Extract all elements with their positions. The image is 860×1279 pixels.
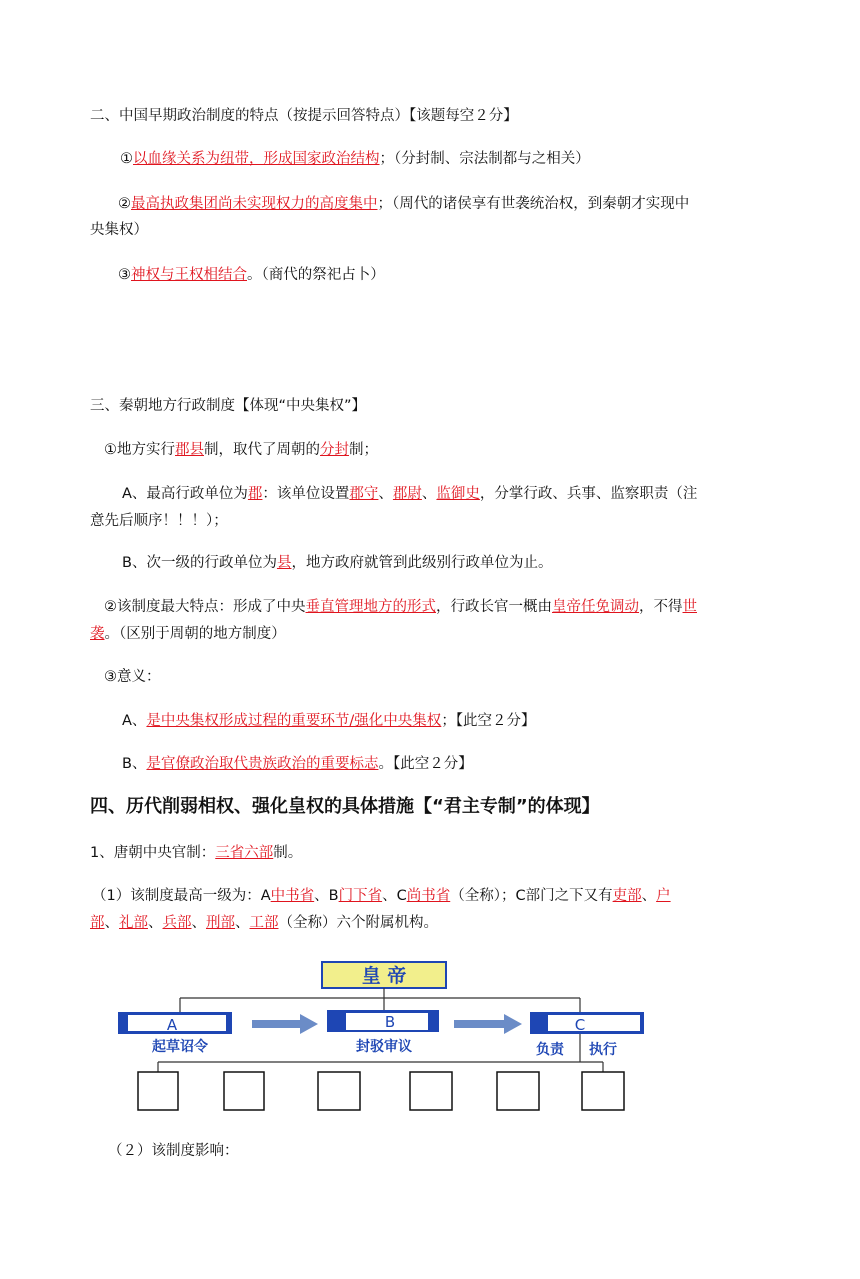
answer: 监御史 <box>436 486 480 502</box>
s3-meaning-B <box>122 754 473 774</box>
s4-line-2-cont <box>90 913 438 933</box>
s2-point-1-note: ；（分封制、宗法制都与之相关） <box>379 151 590 167</box>
text: （全称）六个附属机构。 <box>278 915 438 931</box>
ministry-box-3 <box>318 1072 360 1110</box>
s3-item-A-cont: 意先后顺序！！！）； <box>90 513 228 529</box>
answer: 郡县 <box>175 442 204 458</box>
text: A、 <box>122 713 147 729</box>
answer: 分封 <box>320 442 349 458</box>
text: 、 <box>235 915 250 931</box>
arrow-a-to-b <box>252 1014 318 1034</box>
text: 制，取代了周朝的 <box>204 442 320 458</box>
section-2-heading: 二、中国早期政治制度的特点（按提示回答特点）【该题每空２分】 <box>90 108 518 124</box>
text: 、 <box>378 486 393 502</box>
s3-item-A <box>122 484 697 504</box>
label-c-2: 执行 <box>589 1042 617 1058</box>
s2-point-3-num: ③ <box>118 267 131 283</box>
s2-point-2-cont: 央集权） <box>90 222 148 238</box>
answer: 户 <box>656 888 671 904</box>
label-c-1: 负责 <box>536 1042 564 1058</box>
s3-item-1 <box>104 440 378 460</box>
box-c-label: C <box>574 1016 586 1034</box>
answer: 袭 <box>90 626 105 642</box>
answer: 工部 <box>249 915 279 931</box>
s3-meaning-A <box>122 711 536 731</box>
s3-item-2 <box>104 597 697 617</box>
box-b-label: B <box>384 1013 396 1031</box>
s4-line-3: （２）该制度影响： <box>108 1143 239 1159</box>
answer: 刑部 <box>206 915 235 931</box>
text: ：该单位设置 <box>262 486 350 502</box>
s2-point-2-num: ② <box>118 196 131 212</box>
label-b: 封驳审议 <box>356 1039 412 1055</box>
text: 、 <box>191 915 206 931</box>
answer: 世 <box>682 599 697 615</box>
answer: 垂直管理地方的形式 <box>305 599 436 615</box>
s4-line-2 <box>92 886 671 906</box>
text: ，地方政府就管到此级别行政单位为止。 <box>291 555 553 571</box>
section-3-heading: 三、秦朝地方行政制度【体现“中央集权”】 <box>90 398 367 414</box>
s2-point-1 <box>120 149 590 169</box>
text: 制； <box>349 442 378 458</box>
text: B、 <box>122 756 147 772</box>
answer: 郡尉 <box>392 486 422 502</box>
text: 、 <box>421 486 437 502</box>
answer: 郡 <box>247 486 263 502</box>
text: 、C <box>382 888 407 904</box>
answer: 吏部 <box>612 888 642 904</box>
text: 、B <box>314 888 339 904</box>
answer: 皇帝任免调动 <box>552 599 639 615</box>
text: 。（区别于周朝的地方制度） <box>104 626 286 642</box>
s2-point-3-note: 。（商代的祭祀占卜） <box>247 267 385 283</box>
s2-point-3-answer: 神权与王权相结合 <box>131 267 247 283</box>
ministry-box-2 <box>224 1072 264 1110</box>
text: B、次一级的行政单位为 <box>122 555 277 571</box>
text: ；【此空２分】 <box>441 713 536 729</box>
answer: 三省六部 <box>215 845 274 861</box>
section-4-heading: 四、历代削弱相权、强化皇权的具体措施【“君主专制”的体现】 <box>90 796 600 817</box>
box-a-label: A <box>166 1016 178 1034</box>
text: A、最高行政单位为 <box>122 486 248 502</box>
answer: 礼部 <box>119 915 148 931</box>
arrow-b-to-c <box>454 1014 522 1034</box>
ministry-box-5 <box>497 1072 539 1110</box>
s2-point-2-answer: 最高执政集团尚未实现权力的高度集中 <box>131 196 378 212</box>
text: 1、唐朝中央官制： <box>90 845 216 861</box>
answer: 门下省 <box>338 888 383 904</box>
answer: 尚书省 <box>406 888 451 904</box>
answer: 兵部 <box>162 915 192 931</box>
text: ，行政长官一概由 <box>436 599 552 615</box>
s2-point-2-note: ；（周代的诸侯享有世袭统治权，到秦朝才实现中 <box>377 196 690 212</box>
box-c-inner <box>548 1015 640 1031</box>
text: 、 <box>641 888 657 904</box>
text: ①地方实行 <box>104 442 175 458</box>
text: 制。 <box>273 845 303 861</box>
text: 、 <box>148 915 163 931</box>
text: 。【此空２分】 <box>378 756 473 772</box>
text: ，分掌行政、兵事、监察职责（注 <box>479 486 698 502</box>
s3-item-B <box>122 553 552 573</box>
label-a: 起草诏令 <box>152 1039 208 1055</box>
emperor-label: 皇 帝 <box>361 965 407 987</box>
ministry-box-4 <box>410 1072 452 1110</box>
s2-point-1-num: ① <box>120 151 133 167</box>
answer: 中书省 <box>270 888 315 904</box>
s2-point-1-answer: 以血缘关系为纽带，形成国家政治结构 <box>133 151 380 167</box>
ministry-box-1 <box>138 1072 178 1110</box>
s3-item-3: ③意义： <box>104 669 161 685</box>
three-departments-diagram <box>0 950 860 1150</box>
answer: 部 <box>90 915 105 931</box>
text: ，不得 <box>639 599 683 615</box>
s2-point-3 <box>118 265 385 285</box>
text: ②该制度最大特点：形成了中央 <box>104 599 306 615</box>
s3-item-2-cont <box>90 624 286 644</box>
ministry-box-6 <box>582 1072 624 1110</box>
text: （全称）；C部门之下又有 <box>450 888 613 904</box>
text: 、 <box>104 915 119 931</box>
answer: 是官僚政治取代贵族政治的重要标志 <box>146 756 379 772</box>
answer: 县 <box>276 555 292 571</box>
answer: 是中央集权形成过程的重要环节/强化中央集权 <box>146 713 442 729</box>
s2-point-2 <box>118 194 689 214</box>
text: （1）该制度最高一级为：A <box>92 888 271 904</box>
answer: 郡守 <box>349 486 379 502</box>
s4-line-1 <box>90 843 302 863</box>
